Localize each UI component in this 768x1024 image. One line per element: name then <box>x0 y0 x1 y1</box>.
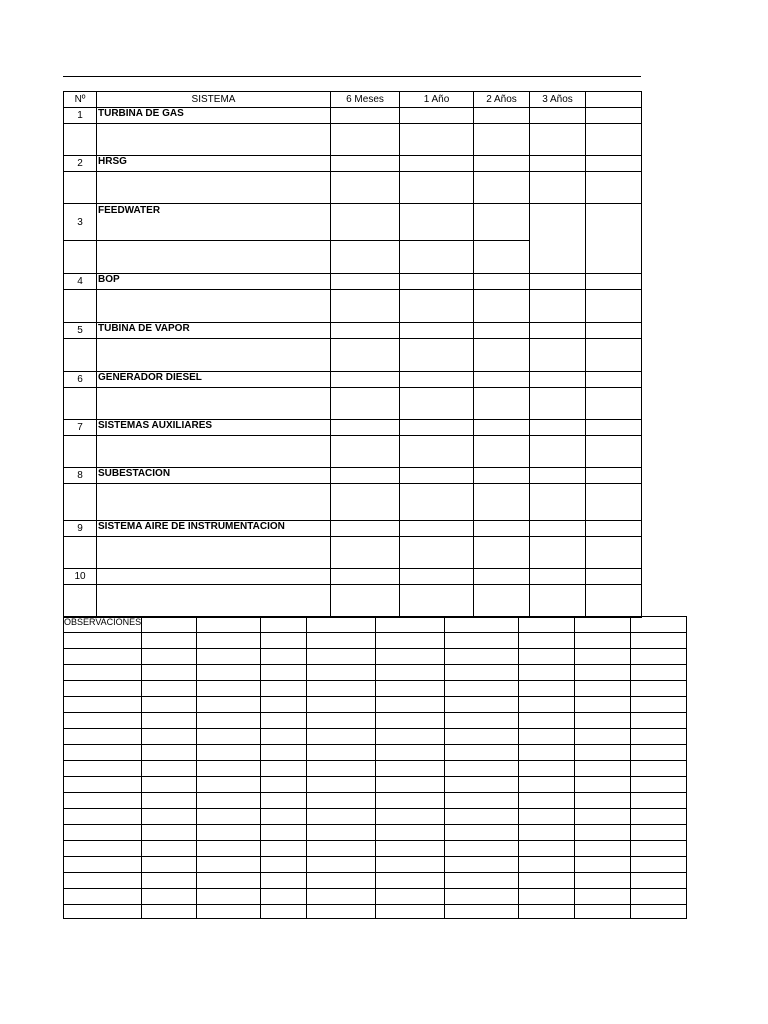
system-detail-row <box>64 339 642 372</box>
system-number: 9 <box>64 521 97 537</box>
observations-row <box>64 713 687 729</box>
system-name: SISTEMAS AUXILIARES <box>97 420 331 436</box>
observations-row <box>64 745 687 761</box>
observations-row <box>64 649 687 665</box>
observations-row <box>64 761 687 777</box>
observations-row <box>64 665 687 681</box>
observations-row <box>64 681 687 697</box>
observations-row <box>64 841 687 857</box>
observations-row <box>64 793 687 809</box>
header-extra <box>586 92 642 108</box>
observations-row <box>64 857 687 873</box>
system-row <box>64 108 642 124</box>
observations-row <box>64 617 687 633</box>
system-name: FEEDWATER <box>97 204 331 241</box>
system-row <box>64 156 642 172</box>
observations-row <box>64 889 687 905</box>
system-detail-row <box>64 436 642 468</box>
observations-row <box>64 873 687 889</box>
observations-row <box>64 729 687 745</box>
observations-row <box>64 905 687 919</box>
system-detail-row <box>64 585 642 618</box>
system-name: HRSG <box>97 156 331 172</box>
system-detail-row <box>64 388 642 420</box>
system-row <box>64 323 642 339</box>
system-row <box>64 468 642 484</box>
system-number: 3 <box>64 204 97 241</box>
system-number: 8 <box>64 468 97 484</box>
system-row <box>64 204 642 241</box>
system-row <box>64 372 642 388</box>
observations-label: OBSERVACIONES <box>64 617 142 633</box>
system-detail-row <box>64 290 642 323</box>
system-detail-row <box>64 484 642 521</box>
system-name: TUBINA DE VAPOR <box>97 323 331 339</box>
header-rule <box>63 76 641 77</box>
observations-table <box>63 616 687 919</box>
system-row <box>64 521 642 537</box>
maintenance-schedule-table <box>63 91 642 618</box>
table-header-row <box>64 92 642 108</box>
header-6-months: 6 Meses <box>331 92 400 108</box>
system-number: 10 <box>64 569 97 585</box>
system-row <box>64 569 642 585</box>
system-number: 5 <box>64 323 97 339</box>
header-3-years: 3 Años <box>530 92 586 108</box>
system-number: 4 <box>64 274 97 290</box>
header-system: SISTEMA <box>97 92 331 108</box>
system-number: 2 <box>64 156 97 172</box>
system-detail-row <box>64 124 642 156</box>
system-detail-row <box>64 537 642 569</box>
observations-row <box>64 633 687 649</box>
system-name: GENERADOR DIESEL <box>97 372 331 388</box>
system-name <box>97 569 331 585</box>
system-name: SISTEMA AIRE DE INSTRUMENTACION <box>97 521 331 537</box>
header-2-years: 2 Años <box>474 92 530 108</box>
system-number: 7 <box>64 420 97 436</box>
system-row <box>64 420 642 436</box>
observations-row <box>64 777 687 793</box>
system-name: TURBINA DE GAS <box>97 108 331 124</box>
header-num: Nº <box>64 92 97 108</box>
system-row <box>64 274 642 290</box>
observations-row <box>64 809 687 825</box>
observations-row <box>64 825 687 841</box>
system-detail-row <box>64 172 642 204</box>
system-number: 6 <box>64 372 97 388</box>
system-number: 1 <box>64 108 97 124</box>
system-name: BOP <box>97 274 331 290</box>
observations-row <box>64 697 687 713</box>
system-name: SUBESTACION <box>97 468 331 484</box>
header-1-year: 1 Año <box>400 92 474 108</box>
